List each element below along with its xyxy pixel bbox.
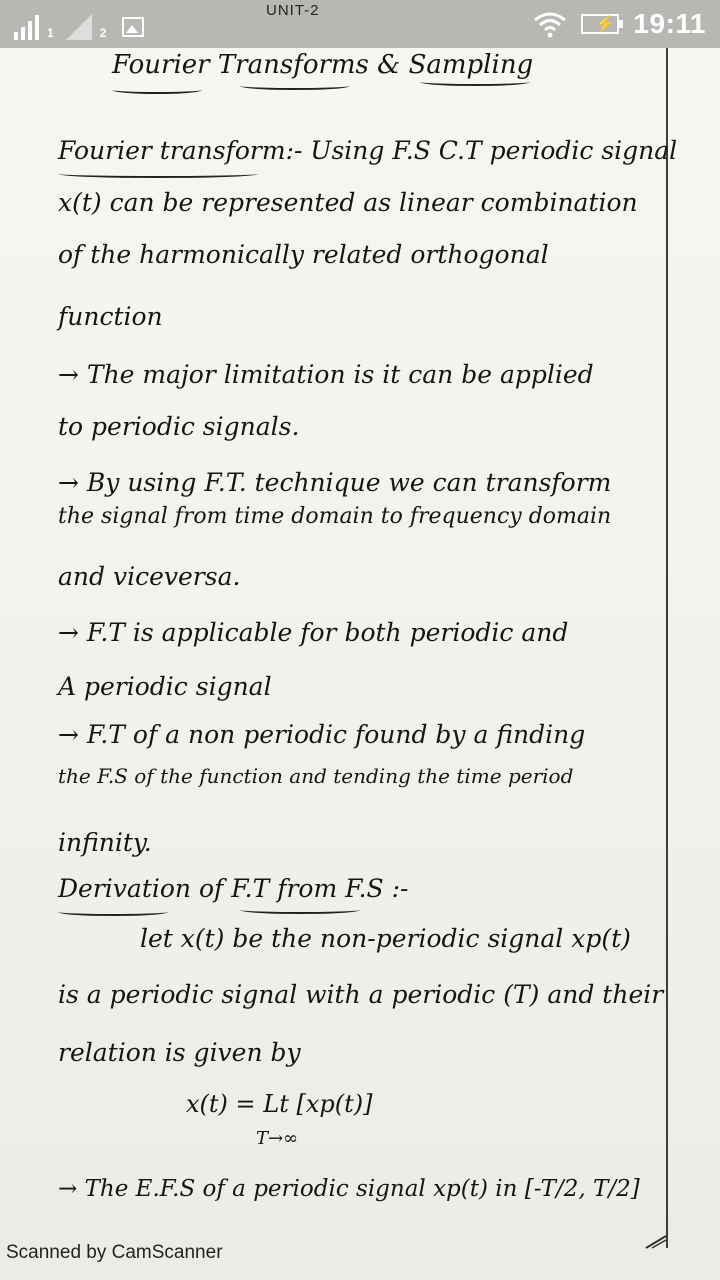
text-line: x(t) can be represented as linear combination [58, 188, 638, 217]
text-line: A periodic signal [58, 672, 272, 701]
text-line: → The E.F.S of a periodic signal xp(t) in [-T/2, T/2] [58, 1176, 640, 1202]
status-right [533, 6, 706, 42]
sim2-label: 2 [99, 26, 107, 40]
text-line: and viceversa. [58, 562, 241, 591]
text-line: let x(t) be the non-periodic signal xp(t) [140, 924, 631, 953]
title-underline [420, 78, 530, 86]
sim1-label: 1 [47, 26, 54, 40]
battery-charging-icon: ⚡ [581, 14, 619, 34]
section-heading: Derivation of F.T from F.S :- [58, 874, 409, 903]
page-fold-mark [644, 1234, 668, 1250]
text-line: to periodic signals. [58, 412, 300, 441]
text-line: Fourier transform:- Using F.S C.T periodic signal [58, 136, 678, 165]
text-line: infinity. [58, 828, 152, 857]
page-title: Fourier Transforms & Sampling [112, 50, 534, 80]
status-time: 19:11 [633, 8, 706, 39]
text-line: → F.T is applicable for both periodic and [58, 618, 569, 647]
title-underline [240, 82, 350, 90]
heading-underline [240, 906, 360, 914]
formula-limit-subscript: T→∞ [256, 1128, 299, 1149]
signal-icon [66, 14, 92, 40]
text-line: the signal from time domain to frequency domain [58, 504, 612, 529]
formula-limit: x(t) = Lt [xp(t)] [186, 1090, 373, 1118]
text-line: the F.S of the function and tending the time period [58, 764, 574, 788]
text-line: of the harmonically related orthogonal [58, 240, 549, 269]
title-underline [112, 86, 202, 94]
text-line: relation is given by [58, 1038, 301, 1067]
text-line: function [58, 302, 163, 331]
heading-underline [58, 908, 168, 916]
status-bar [0, 0, 720, 48]
text-line: → By using F.T. technique we can transform [58, 468, 612, 497]
signal-icon [14, 14, 39, 40]
gallery-icon [122, 17, 144, 37]
text-line: is a periodic signal with a periodic (T) and their [58, 980, 664, 1009]
page-margin-line [666, 48, 668, 1248]
heading-underline [58, 170, 258, 178]
scanner-watermark: Scanned by CamScanner [6, 1242, 223, 1263]
unit-label: UNIT-2 [266, 2, 320, 19]
text-line: → F.T of a non periodic found by a finding [58, 720, 586, 749]
status-left [14, 8, 144, 40]
wifi-icon [533, 10, 567, 38]
text-line: → The major limitation is it can be applied [58, 360, 594, 389]
